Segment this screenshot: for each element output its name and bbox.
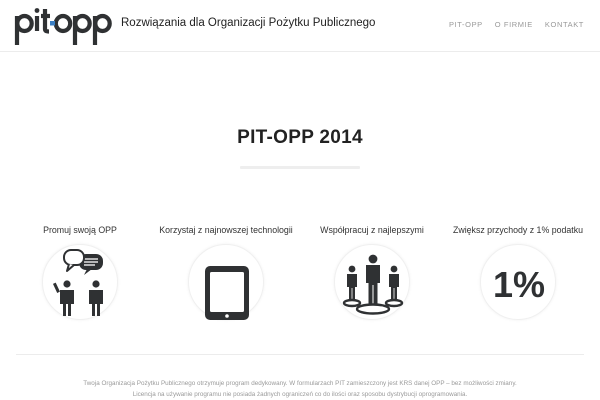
feature-label: Korzystaj z najnowszej technologii [159, 225, 293, 235]
percent-icon-text: 1% [492, 264, 546, 305]
feature-cooperate [302, 225, 442, 251]
site-header [0, 0, 600, 52]
pit-opp-logo[interactable] [14, 4, 116, 48]
feature-label: Promuj swoją OPP [43, 225, 117, 235]
tablet-icon [189, 245, 265, 321]
percent-icon [481, 245, 557, 321]
footer-text-2: Licencja na używanie programu nie posiada żadnych ograniczeń co do ilości oraz sposobu dystrybucji oprogramowania. [132, 391, 468, 398]
title-divider [240, 166, 360, 169]
nav-item-pit-opp[interactable]: PIT-OPP [448, 20, 483, 29]
feature-promote [10, 225, 150, 251]
footer-text-1: Twoja Organizacja Pożytku Publicznego otrzymuje program dedykowany. W formularzach PIT zamieszczony jest KRS danej OPP – bez możliwości zmiany. [83, 380, 517, 387]
people-chat-icon [43, 245, 119, 321]
footer-divider [16, 354, 584, 355]
feature-icon-circle [42, 244, 118, 320]
team-icon [335, 245, 411, 321]
feature-icon-circle [480, 244, 556, 320]
main-nav [449, 20, 584, 29]
feature-label: Zwiększ przychody z 1% podatku [452, 225, 584, 235]
feature-revenue [448, 225, 588, 305]
feature-icon-circle [334, 244, 410, 320]
page-title: PIT-OPP 2014 [237, 127, 363, 148]
site-tagline: Rozwiązania dla Organizacji Pożytku Publicznego [121, 17, 376, 29]
feature-technology [156, 225, 296, 251]
feature-label: Współpracuj z najlepszymi [320, 225, 424, 235]
nav-item-kontakt[interactable]: KONTAKT [544, 20, 584, 29]
feature-icon-circle [188, 244, 264, 320]
nav-item-o-firmie[interactable]: O FIRMIE [494, 20, 533, 29]
